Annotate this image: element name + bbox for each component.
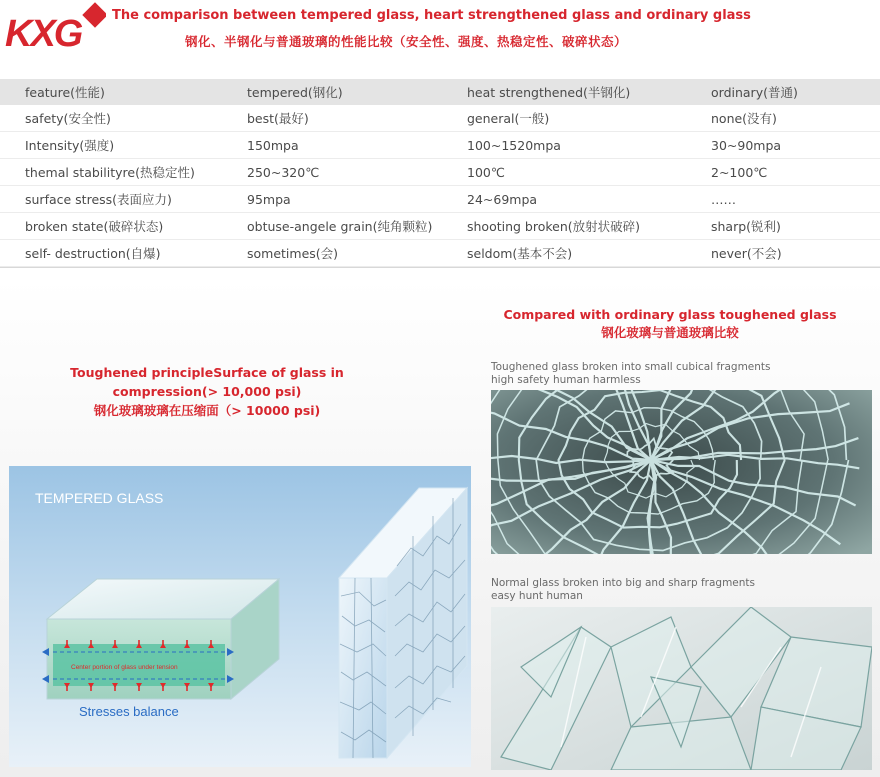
table-cell: shooting broken(放射状破碎) bbox=[453, 213, 697, 240]
table-cell: surface stress(表面应力) bbox=[0, 186, 233, 213]
ordinary-caption-line1: Normal glass broken into big and sharp fragments bbox=[491, 577, 756, 589]
table-cell: safety(安全性) bbox=[0, 105, 233, 132]
ordinary-caption-line2: easy hunt human bbox=[491, 590, 583, 602]
diagram-label: TEMPERED GLASS bbox=[35, 490, 164, 506]
table-row bbox=[0, 240, 880, 267]
table-cell: 150mpa bbox=[233, 132, 453, 159]
table-row bbox=[0, 213, 880, 240]
table-row bbox=[0, 105, 880, 132]
column-header: ordinary(普通) bbox=[697, 79, 880, 105]
table-cell: broken state(破碎状态) bbox=[0, 213, 233, 240]
tempered-glass-diagram bbox=[9, 466, 471, 767]
table-cell: 100~1520mpa bbox=[453, 132, 697, 159]
table-cell: sharp(锐利) bbox=[697, 213, 880, 240]
column-header: feature(性能) bbox=[0, 79, 233, 105]
table-row bbox=[0, 159, 880, 186]
comparison-table bbox=[0, 79, 880, 267]
table-cell: seldom(基本不会) bbox=[453, 240, 697, 267]
table-cell: 2~100℃ bbox=[697, 159, 880, 186]
center-note: Center portion of glass under tension bbox=[71, 664, 178, 671]
column-header: heat strengthened(半钢化) bbox=[453, 79, 697, 105]
table-cell: none(没有) bbox=[697, 105, 880, 132]
kxg-logo bbox=[2, 2, 106, 54]
table-cell: 30~90mpa bbox=[697, 132, 880, 159]
table-cell: 250~320℃ bbox=[233, 159, 453, 186]
table-cell: general(一般) bbox=[453, 105, 697, 132]
principle-title-line3: 钢化玻璃玻璃在压缩面（> 10000 psi) bbox=[93, 403, 321, 418]
comparison-title bbox=[470, 306, 870, 342]
column-header: tempered(钢化) bbox=[233, 79, 453, 105]
table-row bbox=[0, 132, 880, 159]
table-cell: obtuse-angele grain(纯角颗粒) bbox=[233, 213, 453, 240]
principle-title-line2: compression(> 10,000 psi) bbox=[112, 384, 302, 399]
table-cell: best(最好) bbox=[233, 105, 453, 132]
comparison-title-en: Compared with ordinary glass toughened glass bbox=[503, 307, 837, 322]
table-cell: themal stabilityre(热稳定性) bbox=[0, 159, 233, 186]
table-cell: 95mpa bbox=[233, 186, 453, 213]
table-cell: self- destruction(自爆) bbox=[0, 240, 233, 267]
table-cell: never(不会) bbox=[697, 240, 880, 267]
comparison-title-zh: 钢化玻璃与普通玻璃比较 bbox=[601, 325, 739, 340]
table-cell: Intensity(强度) bbox=[0, 132, 233, 159]
table-header-row bbox=[0, 79, 880, 105]
table-row bbox=[0, 186, 880, 213]
table-cell: …… bbox=[697, 186, 880, 213]
table-cell: sometimes(会) bbox=[233, 240, 453, 267]
title-en: The comparison between tempered glass, heart strengthened glass and ordinary glass bbox=[112, 8, 751, 23]
tempered-glass-photo bbox=[491, 390, 872, 554]
principle-title-line1: Toughened principleSurface of glass in bbox=[70, 365, 344, 380]
pane-front bbox=[339, 578, 387, 758]
tempered-caption-line1: Toughened glass broken into small cubical fragments bbox=[491, 361, 771, 373]
logo-text: KXG bbox=[5, 13, 82, 54]
title-zh: 钢化、半钢化与普通玻璃的性能比较（安全性、强度、热稳定性、破碎状态） bbox=[185, 34, 628, 49]
tempered-caption-line2: high safety human harmless bbox=[491, 374, 641, 386]
table-cell: 24~69mpa bbox=[453, 186, 697, 213]
section-divider bbox=[0, 267, 880, 268]
ordinary-glass-photo bbox=[491, 607, 872, 770]
principle-title bbox=[40, 363, 374, 420]
table-cell: 100℃ bbox=[453, 159, 697, 186]
balance-label: Stresses balance bbox=[79, 704, 179, 719]
